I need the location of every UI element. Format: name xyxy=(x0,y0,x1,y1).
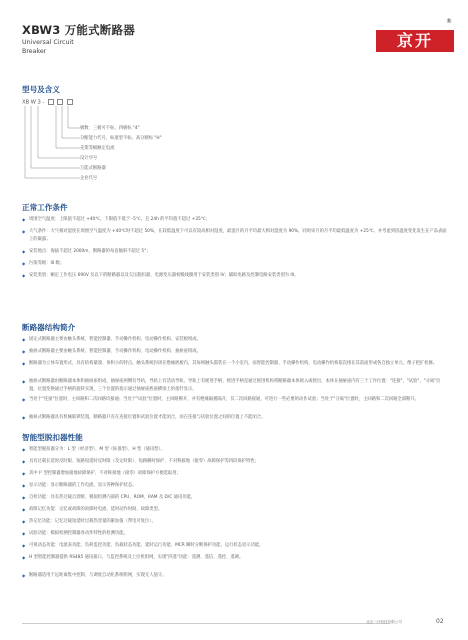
subtitle-en-line2: Breaker xyxy=(22,48,47,55)
smart-item: ◆ 试验功能：模拟检测控制器各动作特性的检测功能。 xyxy=(22,530,448,538)
env-item: ◆ 大气条件：大气相对湿度在周围空气温度为 +40℃时不超过 50%，在较低温度下可以有较高相对湿度，最湿月的月平均最大相对湿度为 90%，同时该月的月平均最低温度为 +25℃，并考虑到因温度变化发生在产品表面上的凝露； xyxy=(22,228,448,243)
smart-item: ◆ 显示功能：显示断路器的工作电流、显示各种保护状态。 xyxy=(22,482,448,490)
subtitle-en-line1: Universal Circuit xyxy=(22,39,74,46)
model-label-breaker-type: 万能式断路器 xyxy=(80,166,106,171)
env-item: ◆ 污染等级：III 级； xyxy=(22,260,448,268)
model-code-tree xyxy=(22,106,82,182)
model-label-poles: 极数：三极可不标，四极标 "4" xyxy=(80,126,140,131)
smart-item: ◆ 故障记忆功能：记忆或故障的故障时电流、延时动作时间、故障类型。 xyxy=(22,506,448,514)
structure-item: ◆ 固定式断路器主要由触头系统、智能控制器、手动操作机构、电动操作机构、安装板组成。 xyxy=(22,336,448,344)
smart-item: ◆ 可视动态功能：电流表功能、负荷监控功能、负载状态功能、延时运行功能、MCR 瞬时分断保护功能、运行状态显示功能。 xyxy=(22,542,448,550)
smart-item: ◆ 热记忆功能：记忆过载短延时过载热容量的累加值（带电可复位）。 xyxy=(22,518,448,526)
model-label-breaking-capacity: 分断能力代号，标准型不标，高分断标 "H" xyxy=(80,136,162,141)
structure-item: ◆ 抽屉式断路器主要由触头系统、智能控制器、手动操作机构、电动操作机构、抽屉座组成。 xyxy=(22,348,448,356)
smart-item: ◆ 自检功能：具有热过载自诊断、模拟检测内部的 CPU、ROM、RAM 及 D/C 通讯功能。 xyxy=(22,494,448,502)
brand-logo-text: 京开 xyxy=(396,31,433,50)
env-item: ◆ 安装类别：额定工作电压 690V 及以下的断路器以及欠压脱扣器、电源变压器初级线圈用于安装类别 IV；辅助电路及控制电路安装类别为 III。 xyxy=(22,272,448,280)
model-label-company-code: 企业代号 xyxy=(80,176,98,181)
model-code-prefix: XB W 3 - xyxy=(22,99,45,106)
section-heading-model: 型号及含义 xyxy=(22,85,60,94)
page-number: 02 xyxy=(436,618,444,625)
brand-logo xyxy=(376,30,454,52)
smart-item: ◆ H 型智能控制器提供 RS485 通讯接口，与监控系统及上位机组网，实现"四遥"功能：遥测、遥信、遥控、遥调。 xyxy=(22,554,448,562)
structure-item: ◆ 当处于"连接"位置时，主回路和二次回路均接通；当处于"试验"位置时，主回路断开，并有绝缘隔板隔开，仅二次回路接通，可进行一些必要的动作试验；当处于"分离"位置时，主回路和二次回路全部断开。 xyxy=(22,396,448,404)
code-box xyxy=(67,99,73,105)
smart-item: ◆ 其中 I² 型控制器增加接地故障保护、不对称接地（接零）故障保护方便选取用； xyxy=(22,470,448,478)
section-heading-structure: 断路器结构简介 xyxy=(22,323,76,332)
model-code xyxy=(22,99,75,106)
env-item: ◆ 安装地点：海拔不超过 2000m，断路器的每直倾斜不超过 5°； xyxy=(22,248,448,256)
structure-item: ◆ 断路器为立体布置形式，具有结构紧凑、体积小的特点。触头系统封闭在绝缘底板内，其每相触头都装在一个小室内，而智能控制器、手动操作机构、电动操作机构依次排在其前面形成各自独立单元。像子把扩检修。 xyxy=(22,360,448,368)
smart-item: ◆ 智能型脱扣器分为：L 型（经济型）、M 型（标准型）、H 型（通讯型）。 xyxy=(22,446,448,454)
section-heading-smart-trip: 智能型脱扣器性能 xyxy=(22,433,83,442)
section-heading-environment: 正常工作条件 xyxy=(22,203,68,212)
smart-item: ◆ 断路器适用于远距离集中控制，与调度自动化系统组网，实现无人值守。 xyxy=(22,572,448,580)
registered-mark: ® xyxy=(446,18,452,25)
model-label-frame-current: 壳架等级额定电流 xyxy=(80,146,115,151)
structure-item: ◆ 抽屉式断路器由断路器本体和抽屉座组成，抽屉座两侧有导轨，导轨上有活动导轨，导轨上有摇进手柄，摇进手柄是通过摇进机构将断路器本体摇入或摇出，本体在抽屉座内有三个工作位置："连接"、"试验"、"分离"位置，位置变换通过手柄的旋转实现，三个位置的指示通过抽屉座底座横梁上的指针显示。 xyxy=(22,378,448,393)
smart-item: ◆ 具有过载长延时反时限、短路短延时反时限（及定时限）、短路瞬时保护、不对称接地（接零）故障保护等四段保护特性； xyxy=(22,458,448,466)
env-item: ◆ 周围空气温度：上限值不超过 +40℃，下限值不低于 -5℃，且 24h 的平均值不超过 +35℃； xyxy=(22,216,448,224)
page-title: XBW3 万能式断路器 xyxy=(22,23,135,37)
model-label-design-number: 设计序号 xyxy=(80,156,98,161)
footer-company: 北京一开科技有限公司 xyxy=(366,620,402,624)
code-box xyxy=(57,99,63,105)
footer-divider xyxy=(22,623,390,624)
code-box xyxy=(48,99,54,105)
structure-item: ◆ 抽屉式断路器具有机械联锁装置，断路器只有在连接位置和试验位置才能闭合，而在连接与试验位置之间的位置上不能闭合。 xyxy=(22,414,448,422)
